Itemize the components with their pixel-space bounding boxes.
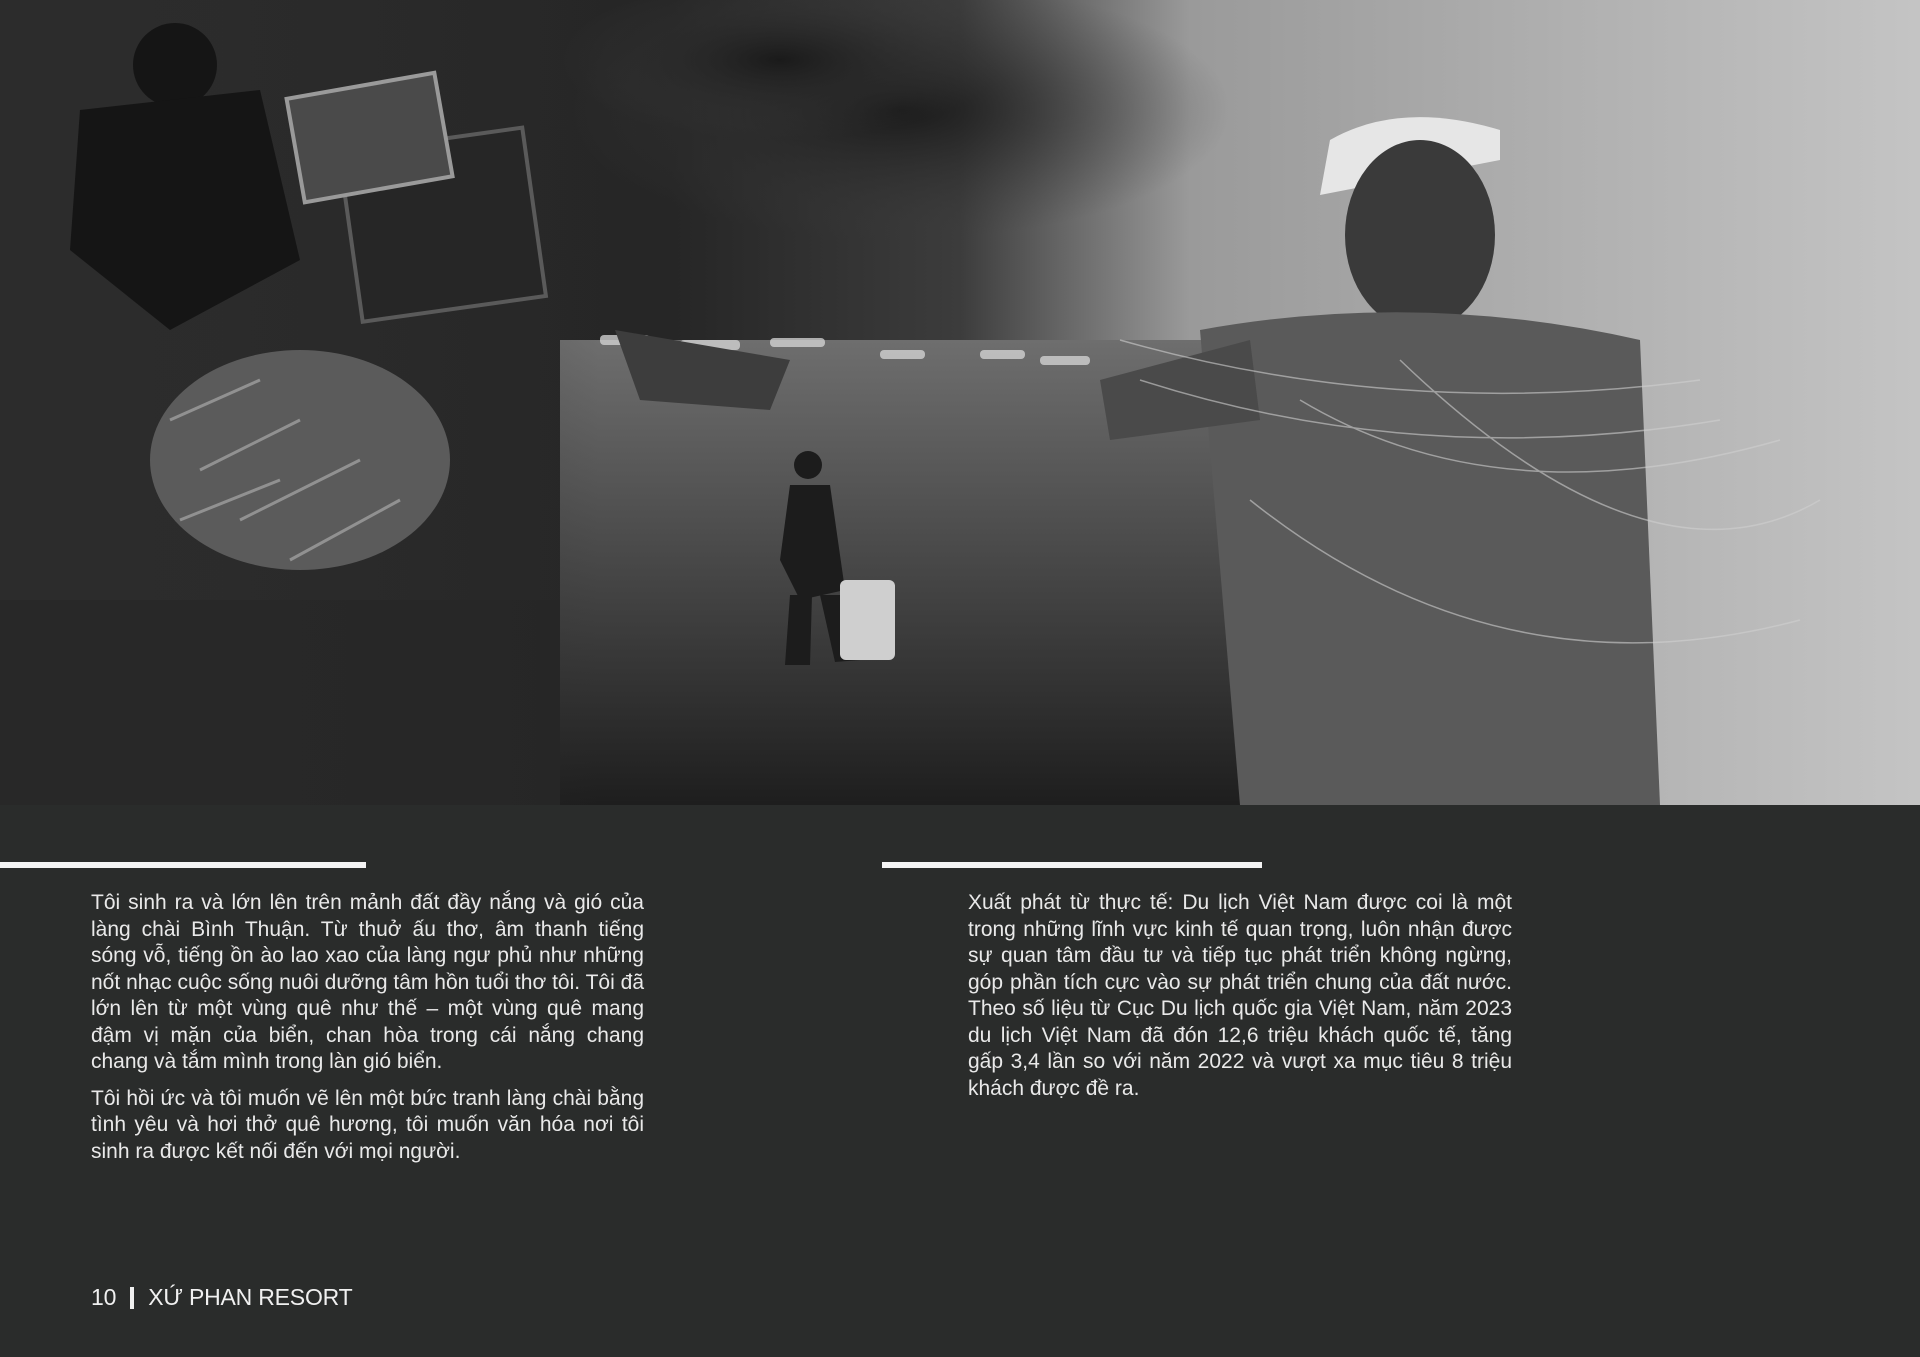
right-text-column <box>968 890 1512 1112</box>
brand-name: XỨ PHAN RESORT <box>148 1284 353 1310</box>
left-paragraph-2: Tôi hồi ức và tôi muốn vẽ lên một bức tranh làng chài bằng tình yêu và hơi thở quê hương, tôi muốn văn hóa nơi tôi sinh ra được kết nối đến với mọi người. <box>91 1086 644 1163</box>
left-paragraph-1: Tôi sinh ra và lớn lên trên mảnh đất đầy nắng và gió của làng chài Bình Thuận. Từ thuở ấu thơ, âm thanh tiếng sóng vỗ, tiếng ồn ào lao xao của làng ngư phủ như những nốt nhạc cuộc sống nuôi dưỡng tâm hồn tuổi thơ tôi. Tôi đã lớn lên từ một vùng quê như thế – một vùng quê mang đậm vị mặn của biển, chan hòa trong cái nắng chang chang và tắm mình trong làn gió biển. <box>91 891 644 1073</box>
right-paragraph-1: Xuất phát từ thực tế: Du lịch Việt Nam được coi là một trong những lĩnh vực kinh tế quan trọng, luôn nhận được sự quan tâm đầu tư và tiếp tục phát triển không ngừng, góp phần tích cực vào sự phát triển chung của đất nước. Theo số liệu từ Cục Du lịch quốc gia Việt Nam, năm 2023 du lịch Việt Nam đã đón 12,6 triệu khách quốc tế, tăng gấp 3,4 lần so với năm 2022 và vượt xa mục tiêu 8 triệu khách được đề ra. <box>968 891 1512 1100</box>
page-footer <box>91 1284 352 1311</box>
right-column-rule <box>882 862 1262 868</box>
page-number: 10 <box>91 1284 117 1310</box>
left-column-rule <box>0 862 366 868</box>
left-text-column <box>91 890 644 1175</box>
footer-divider <box>130 1287 134 1309</box>
